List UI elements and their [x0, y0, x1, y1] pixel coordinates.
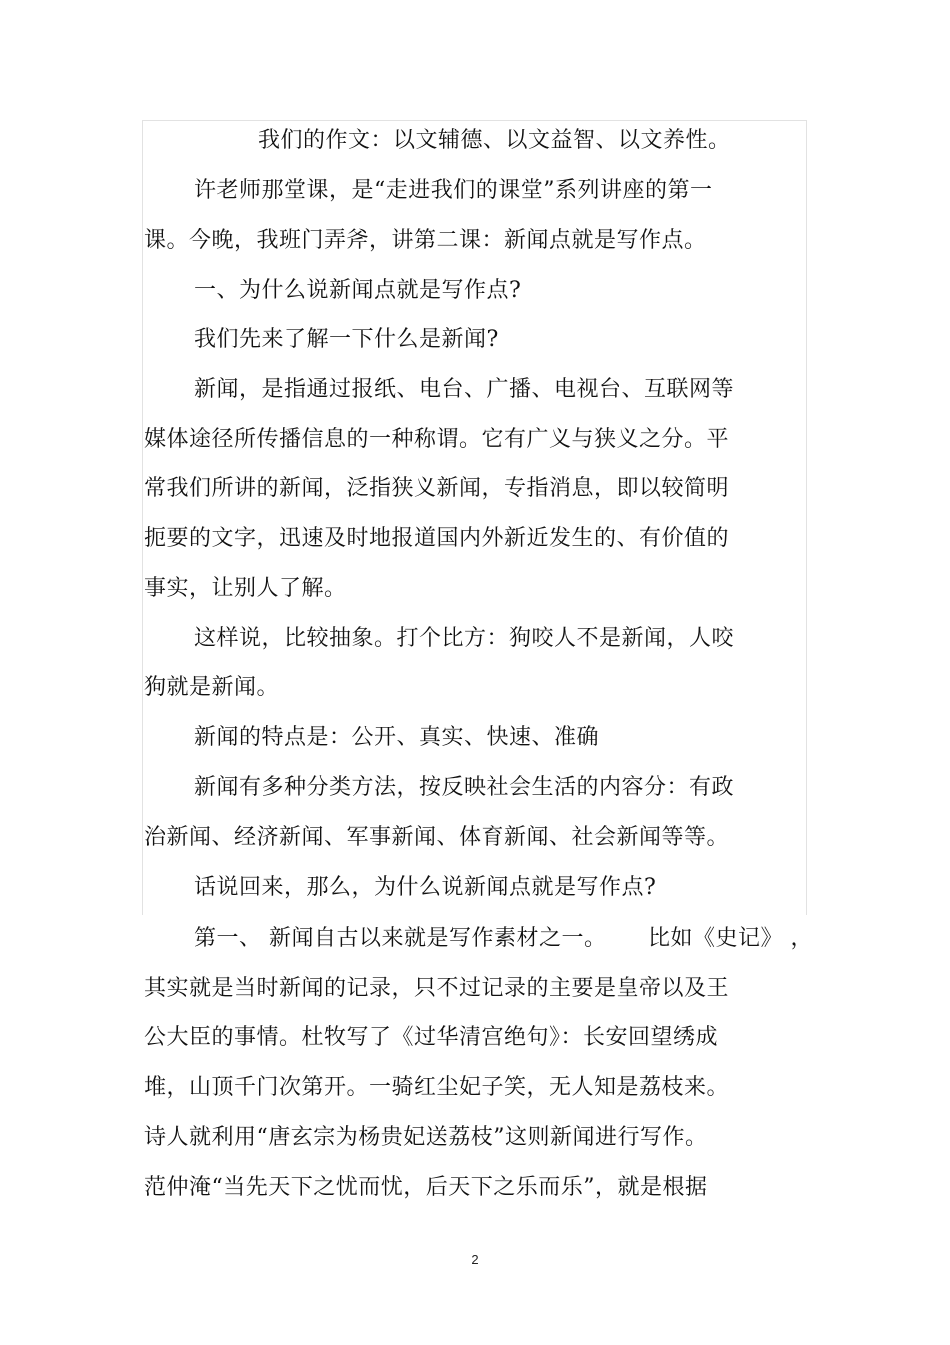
- text-line: 新闻的特点是：公开、真实、快速、准确: [194, 725, 600, 750]
- text-line: 许老师那堂课，是“走进我们的课堂”系列讲座的第一: [194, 178, 713, 203]
- text-line: 狗就是新闻。: [144, 675, 280, 700]
- page-number: 2: [471, 1252, 479, 1267]
- text-line: 事实，让别人了解。: [144, 576, 347, 601]
- text-line: 堆，山顶千门次第开。一骑红尘妃子笑，无人知是荔枝来。: [144, 1075, 730, 1100]
- text-line: 比如《史记》 ，: [648, 926, 813, 951]
- text-line: 扼要的文字，迅速及时地报道国内外新近发生的、有价值的: [144, 526, 730, 551]
- text-line: 新闻有多种分类方法，按反映社会生活的内容分：有政: [194, 775, 735, 800]
- text-line: 治新闻、经济新闻、军事新闻、体育新闻、社会新闻等等。: [144, 825, 730, 850]
- text-line: 我们先来了解一下什么是新闻?: [194, 327, 499, 352]
- text-line: 话说回来，那么，为什么说新闻点就是写作点?: [194, 875, 657, 900]
- text-line: 范仲淹“当先天下之忧而忧，后天下之乐而乐”，就是根据: [144, 1175, 708, 1200]
- text-line: 诗人就利用“唐玄宗为杨贵妃送荔枝”这则新闻进行写作。: [144, 1125, 708, 1150]
- text-line: 公大臣的事情。杜牧写了《过华清宫绝句》：长安回望绣成: [144, 1025, 719, 1050]
- text-line: 一、为什么说新闻点就是写作点?: [194, 278, 522, 303]
- text-line: 媒体途径所传播信息的一种称谓。它有广义与狭义之分。平: [144, 427, 730, 452]
- text-line: 第一、 新闻自古以来就是写作素材之一。: [194, 926, 607, 951]
- text-line: 这样说，比较抽象。打个比方：狗咬人不是新闻，人咬: [194, 626, 735, 651]
- text-line: 新闻，是指通过报纸、电台、广播、电视台、互联网等: [194, 377, 735, 402]
- text-line: 其实就是当时新闻的记录，只不过记录的主要是皇帝以及王: [144, 976, 730, 1001]
- text-line: 我们的作文：以文辅德、以文益智、以文养性。: [258, 128, 731, 153]
- text-line: 课。今晚，我班门弄斧，讲第二课：新闻点就是写作点。: [144, 228, 707, 253]
- text-line: 常我们所讲的新闻，泛指狭义新闻，专指消息，即以较简明: [144, 476, 730, 501]
